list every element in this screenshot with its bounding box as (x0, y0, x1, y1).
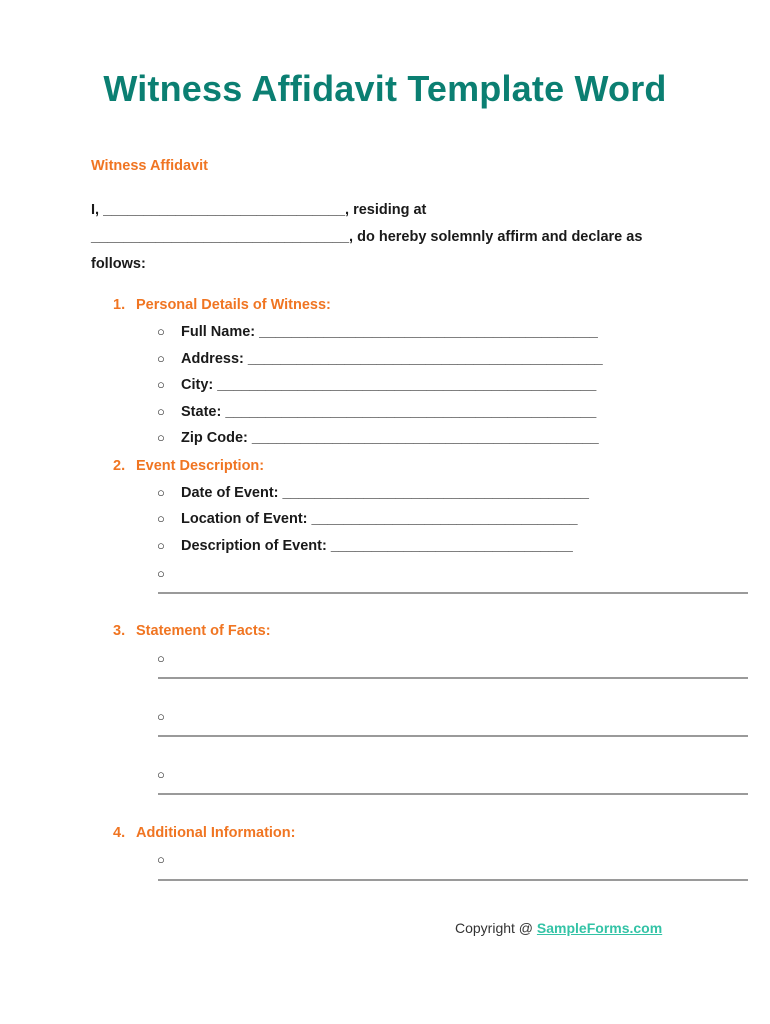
section-title: Statement of Facts: (136, 623, 271, 639)
section-heading-event-description (113, 458, 264, 474)
field-zip-code: Zip Code: ___________________________________________ (181, 430, 599, 446)
list-item-full-name (157, 324, 598, 340)
list-item-city (157, 377, 596, 393)
bullet-circle-icon: ○ (157, 351, 165, 366)
bullet-circle-icon: ○ (157, 404, 165, 419)
section-title: Event Description: (136, 458, 265, 474)
list-item-zip-code (157, 430, 599, 446)
list-item-date-of-event (157, 485, 589, 501)
field-full-name: Full Name: __________________________________________ (181, 324, 598, 340)
bullet-circle-icon: ○ (157, 377, 165, 392)
list-item-address (157, 351, 603, 367)
intro-line-3: follows: (91, 256, 146, 272)
field-state: State: ______________________________________________ (181, 404, 597, 420)
intro-line-2: ________________________________, do hereby solemnly affirm and declare as (91, 229, 643, 245)
section-title: Additional Information: (136, 825, 296, 841)
field-description-of-event: Description of Event: ______________________________ (181, 538, 573, 554)
bullet-circle-icon: ○ (157, 767, 165, 782)
bullet-circle-icon: ○ (157, 651, 165, 666)
field-date-of-event: Date of Event: ______________________________________ (181, 485, 589, 501)
bullet-circle-icon: ○ (157, 324, 165, 339)
section-heading-additional-information (113, 825, 295, 841)
field-address: Address: ____________________________________________ (181, 351, 603, 367)
list-item-description-of-event (157, 538, 573, 554)
document-subtitle: Witness Affidavit (91, 158, 208, 174)
section-number: 4. (113, 825, 126, 841)
list-item-blank (157, 566, 181, 582)
list-item-blank (157, 709, 181, 725)
section-heading-personal-details (113, 297, 331, 313)
bullet-circle-icon: ○ (157, 852, 165, 867)
bullet-circle-icon: ○ (157, 538, 165, 553)
section-title: Personal Details of Witness: (136, 297, 331, 313)
copyright-footer (455, 920, 662, 936)
bullet-circle-icon: ○ (157, 511, 165, 526)
answer-line (158, 592, 748, 594)
section-number: 1. (113, 297, 126, 313)
bullet-circle-icon: ○ (157, 566, 165, 581)
list-item-blank (157, 852, 181, 868)
copyright-prefix: Copyright @ (455, 920, 537, 936)
section-number: 2. (113, 458, 126, 474)
bullet-circle-icon: ○ (157, 430, 165, 445)
bullet-circle-icon: ○ (157, 709, 165, 724)
list-item-state (157, 404, 596, 420)
bullet-circle-icon: ○ (157, 485, 165, 500)
field-location-of-event: Location of Event: _________________________________ (181, 511, 578, 527)
section-heading-statement-of-facts (113, 623, 271, 639)
document-title: Witness Affidavit Template Word (103, 68, 667, 109)
intro-line-1: I, ______________________________, residing at (91, 202, 427, 218)
sampleforms-link[interactable]: SampleForms.com (536, 920, 663, 936)
answer-line (158, 793, 748, 795)
answer-line (158, 677, 748, 679)
section-number: 3. (113, 623, 126, 639)
list-item-blank (157, 651, 181, 667)
field-city: City: _______________________________________________ (181, 377, 597, 393)
list-item-location-of-event (157, 511, 578, 527)
answer-line (158, 879, 748, 881)
list-item-blank (157, 767, 181, 783)
answer-line (158, 735, 748, 737)
